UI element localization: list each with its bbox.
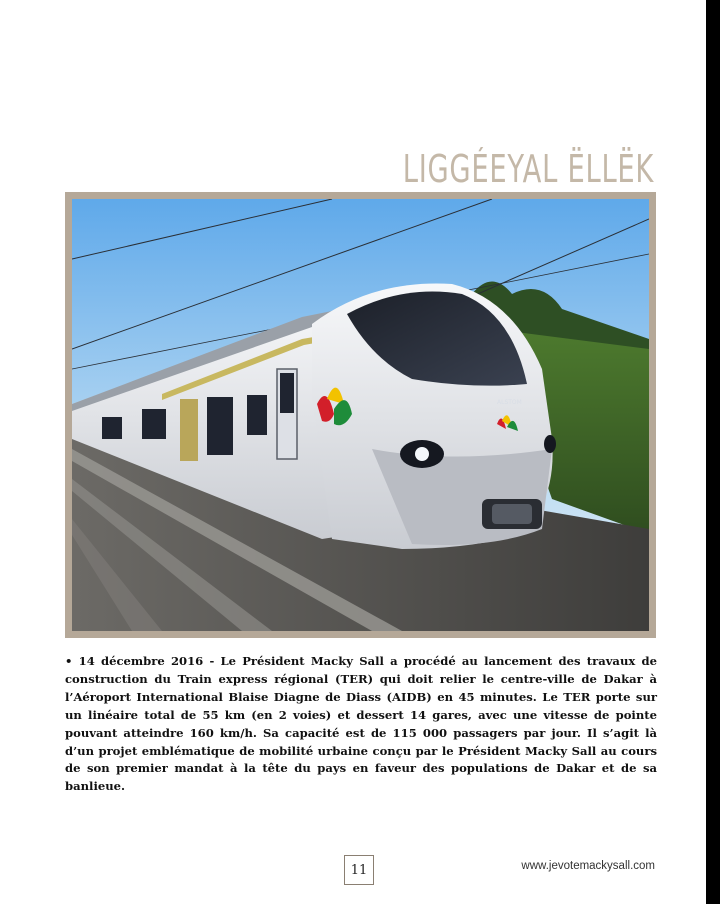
section-title: LIGGÉEYAL ËLLËK [402,147,654,191]
website-url[interactable]: www.jevotemackysall.com [521,860,655,872]
alstom-logo: ALSTOM [497,399,522,406]
article-paragraph: • 14 décembre 2016 - Le Président Macky Sall a procédé au lancement des travaux de construction du Train express régional (TER) qui doit relier le centre-ville de Dakar à l’Aéroport International Blaise Diagne de Diass (AIDB) en 45 minutes. Le TER porte sur un linéaire total de 55 km (en 2 voies) et dessert 14 gares, avec une vitesse de pointe pouvant atteindre 160 km/h. Sa capacité est de 115 000 passagers par jour. Il s’agit là d’un projet emblématique de mobilité urbaine conçu par le Président Macky Sall au cours de son premier mandat à la tête du pays en faveur des populations de Dakar et de sa banlieue. [65,654,657,794]
photo-frame [65,192,656,638]
train-photo [72,199,649,631]
page-number: 11 [344,855,374,885]
